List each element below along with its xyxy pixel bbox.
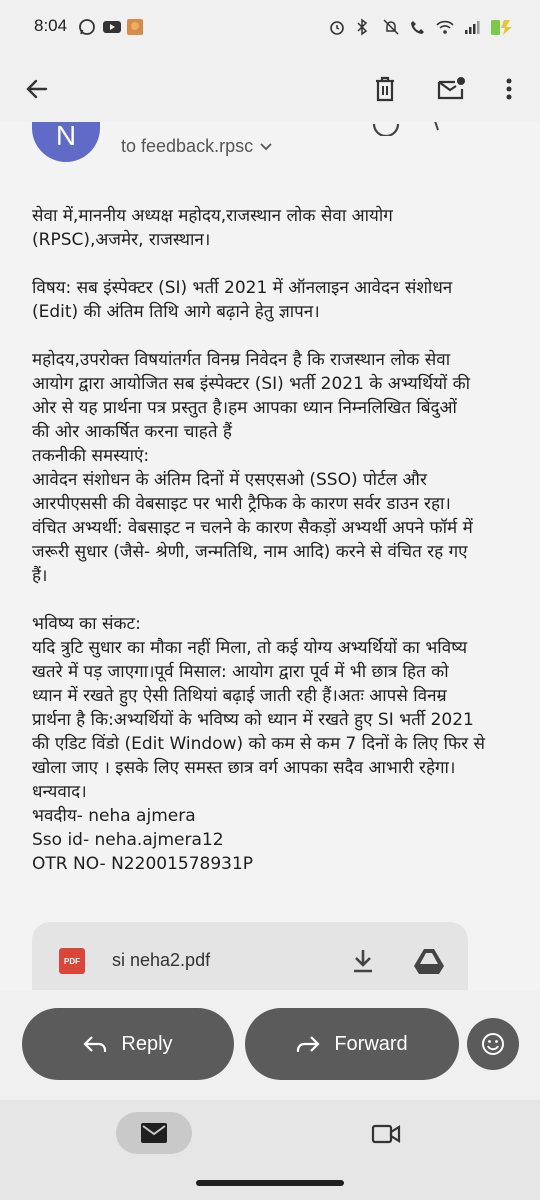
video-icon	[371, 1123, 401, 1145]
body-line: आवेदन संशोधन के अंतिम दिनों में एसएसओ (SSO) पोर्टल और	[32, 470, 427, 490]
body-line: (Edit) की अंतिम तिथि आगे बढ़ाने हेतु ज्ञापन।	[32, 302, 320, 322]
battery-icon	[490, 18, 508, 36]
paragraph-salutation	[32, 204, 516, 252]
bluetooth-icon	[355, 18, 373, 36]
back-button[interactable]	[18, 70, 56, 108]
mark-unread-button[interactable]	[432, 70, 470, 108]
mute-icon	[382, 18, 400, 36]
reply-button[interactable]	[22, 1008, 234, 1080]
wifi-call-icon	[409, 18, 427, 36]
forward-button[interactable]	[245, 1008, 459, 1080]
sender-row	[32, 122, 512, 166]
signature-line: भवदीय- neha ajmera	[32, 806, 196, 826]
alarm-icon	[328, 18, 346, 36]
reply-label: Reply	[121, 1032, 173, 1055]
notification-icons	[78, 18, 144, 36]
emoji-react-button[interactable]	[467, 1018, 519, 1070]
reply-icon	[83, 1034, 107, 1054]
message-body	[32, 204, 516, 900]
email-content[interactable]	[0, 122, 540, 990]
body-line: जरूरी सुधार (जैसे- श्रेणी, जन्मतिथि, नाम आदि) करने से वंचित रह गए	[32, 542, 468, 562]
download-button[interactable]	[348, 946, 378, 976]
emoji-icon	[480, 1031, 506, 1057]
save-to-drive-button[interactable]	[412, 946, 446, 976]
body-line: सेवा में,माननीय अध्यक्ष महोदय,राजस्थान लोक सेवा आयोग	[32, 206, 393, 226]
status-bar	[0, 0, 540, 56]
body-line: खोला जाए । इसके लिए समस्त छात्र वर्ग आपका सदैव आभारी रहेगा।	[32, 758, 456, 778]
home-indicator[interactable]	[196, 1180, 344, 1186]
delete-button[interactable]	[366, 70, 404, 108]
paragraph-main	[32, 348, 516, 588]
body-line: तकनीकी समस्याएं:	[32, 446, 150, 466]
sender-actions	[372, 122, 472, 136]
sso-id-line: Sso id- neha.ajmera12	[32, 830, 224, 850]
whatsapp-icon	[78, 18, 96, 36]
paragraph-closing	[32, 612, 516, 876]
attachment-card[interactable]	[32, 922, 468, 990]
signal-icon	[463, 18, 481, 36]
body-line: प्रार्थना है कि:अभ्यर्थियों के भविष्य को ध्यान में रखते हुए SI भर्ती 2021	[32, 710, 474, 730]
body-line: धन्यवाद।	[32, 782, 87, 802]
body-line: की एडिट विंडो (Edit Window) को कम से कम 7 दिनों के लिए फिर से	[32, 734, 485, 754]
status-time: 8:04	[34, 16, 68, 35]
trash-icon	[373, 76, 397, 102]
body-line: आरपीएससी की वेबसाइट पर भारी ट्रैफिक के कारण सर्वर डाउन रहा।	[32, 494, 451, 514]
drive-icon	[413, 947, 445, 975]
action-bar	[0, 990, 540, 1100]
attachment-name: si neha2.pdf	[112, 950, 211, 970]
bottom-nav	[0, 1100, 540, 1200]
back-arrow-icon	[24, 76, 50, 102]
nav-meet-tab[interactable]	[366, 1114, 406, 1154]
partial-action-icons	[372, 122, 472, 136]
download-icon	[351, 948, 375, 974]
paragraph-subject	[32, 276, 516, 324]
more-options-button[interactable]	[490, 70, 528, 108]
body-line: हैं।	[32, 566, 48, 586]
body-line: यदि त्रुटि सुधार का मौका नहीं मिला, तो कई योग्य अभ्यर्थियों का भविष्य	[32, 638, 468, 658]
body-line: भविष्य का संकट:	[32, 614, 141, 634]
body-line: खतरे में पड़ जाएगा।पूर्व मिसाल: आयोग द्वारा पूर्व में भी छात्र हित को	[32, 662, 449, 682]
mark-unread-icon	[436, 76, 466, 102]
wifi-icon	[436, 18, 454, 36]
system-icons	[328, 18, 508, 36]
body-line: की ओर आकर्षित करना चाहते हैं	[32, 422, 232, 442]
body-line: वंचित अभ्यर्थी: वेबसाइट न चलने के कारण सैकड़ों अभ्यर्थी अपने फॉर्म में	[32, 518, 473, 538]
pdf-file-icon: PDF	[59, 948, 85, 974]
more-vert-icon	[505, 77, 513, 101]
body-line: महोदय,उपरोक्त विषयांतर्गत विनम्र निवेदन है कि राजस्थान लोक सेवा	[32, 350, 451, 370]
to-recipient: to feedback.rpsc	[121, 136, 254, 156]
nav-mail-tab[interactable]	[116, 1112, 192, 1154]
mail-icon	[140, 1122, 168, 1144]
body-line: विषय: सब इंस्पेक्टर (SI) भर्ती 2021 में ऑनलाइन आवेदन संशोधन	[32, 278, 453, 298]
body-line: (RPSC),अजमेर, राजस्थान।	[32, 230, 211, 250]
forward-icon	[296, 1034, 320, 1054]
forward-label: Forward	[334, 1032, 408, 1055]
body-line: आयोग द्वारा आयोजित सब इंस्पेक्टर (SI) भर्ती 2021 के अभ्यर्थियों की	[32, 374, 471, 394]
body-line: ध्यान में रखते हुए ऐसी तिथियां बढ़ाई जाती रही हैं।अतः आपसे विनम्र	[32, 686, 447, 706]
otr-number-line: OTR NO- N22001578931P	[32, 854, 254, 874]
photo-icon	[126, 18, 144, 36]
chevron-down-icon	[259, 142, 273, 152]
app-bar	[0, 56, 540, 122]
recipient-details[interactable]	[121, 136, 273, 157]
body-line: ओर से यह प्रार्थना पत्र प्रस्तुत है।हम आपका ध्यान निम्नलिखित बिंदुओं	[32, 398, 457, 418]
youtube-icon	[102, 18, 120, 36]
avatar[interactable]: N	[32, 122, 100, 162]
